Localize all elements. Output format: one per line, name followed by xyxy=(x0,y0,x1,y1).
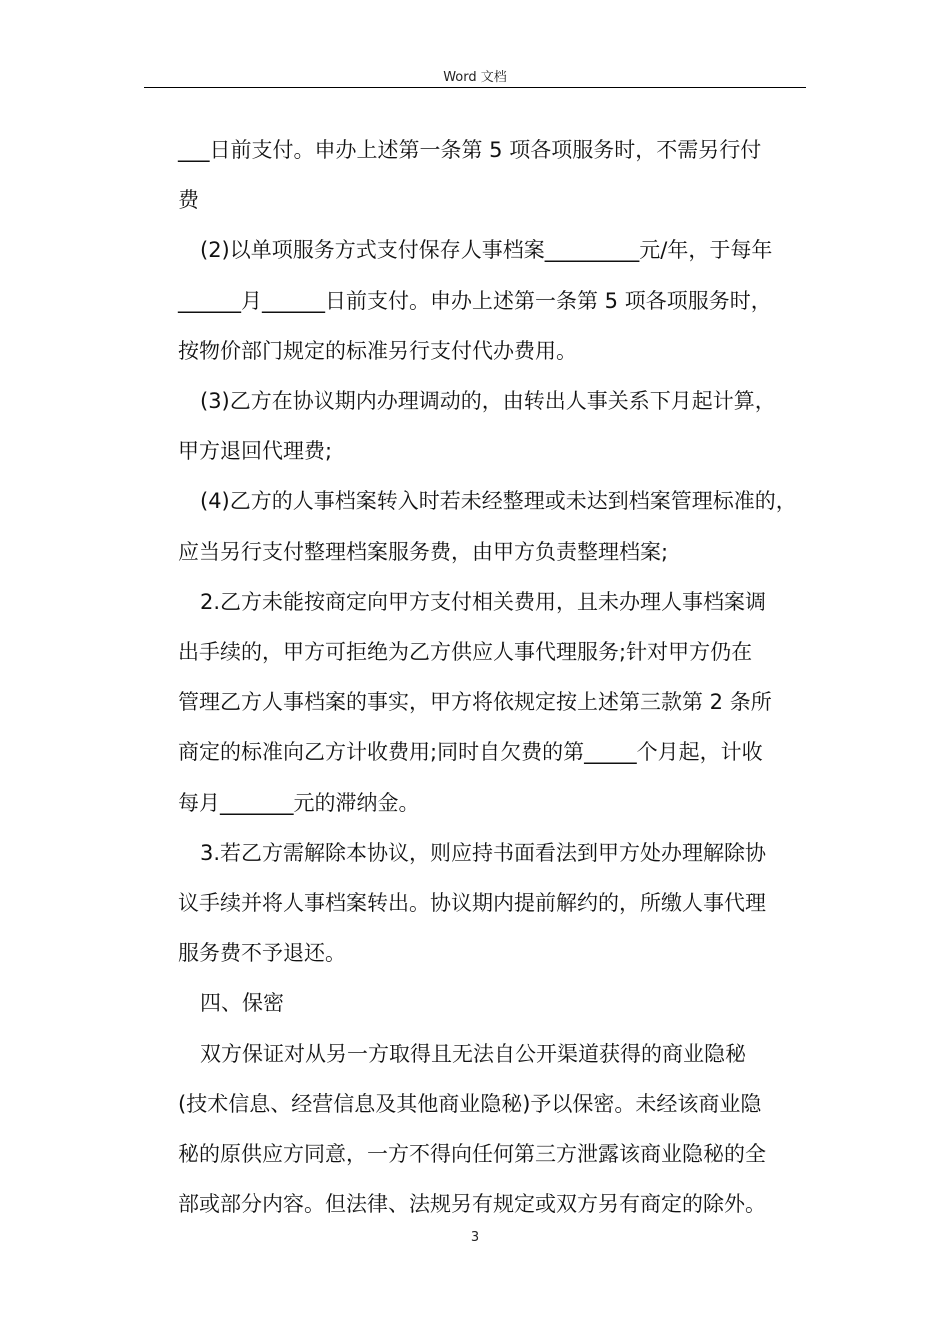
text-line: (技术信息、经营信息及其他商业隐秘)予以保密。未经该商业隐 xyxy=(178,1092,762,1116)
text-line: 费 xyxy=(178,188,199,212)
text-line: 服务费不予退还。 xyxy=(178,941,346,965)
text-line: 甲方退回代理费; xyxy=(178,439,333,463)
text-line: (2)以单项服务方式支付保存人事档案_________元/年，于每年 xyxy=(200,238,773,262)
text-line: 部或部分内容。但法律、法规另有规定或双方另有商定的除外。 xyxy=(178,1192,766,1216)
text-line: 双方保证对从另一方取得且无法自公开渠道获得的商业隐秘 xyxy=(200,1042,746,1066)
text-line: 3.若乙方需解除本协议，则应持书面看法到甲方处办理解除协 xyxy=(200,841,767,865)
text-line: 议手续并将人事档案转出。协议期内提前解约的，所缴人事代理 xyxy=(178,891,766,915)
text-line: 应当另行支付整理档案服务费，由甲方负责整理档案; xyxy=(178,540,669,564)
text-line: ___日前支付。申办上述第一条第 5 项各项服务时，不需另行付 xyxy=(178,138,762,162)
text-line: 2.乙方未能按商定向甲方支付相关费用，且未办理人事档案调 xyxy=(200,590,767,614)
text-line: (4)乙方的人事档案转入时若未经整理或未达到档案管理标准的， xyxy=(200,489,797,513)
page-number: 3 xyxy=(470,1230,480,1245)
page-header: Word 文档 xyxy=(443,70,507,85)
text-line: 管理乙方人事档案的事实，甲方将依规定按上述第三款第 2 条所 xyxy=(178,690,772,714)
header-rule xyxy=(144,87,806,88)
text-line: (3)乙方在协议期内办理调动的，由转出人事关系下月起计算， xyxy=(200,389,776,413)
text-line: 秘的原供应方同意，一方不得向任何第三方泄露该商业隐秘的全 xyxy=(178,1142,766,1166)
text-line: 四、保密 xyxy=(200,991,284,1015)
text-line: ______月______日前支付。申办上述第一条第 5 项各项服务时， xyxy=(178,289,772,313)
text-line: 出手续的，甲方可拒绝为乙方供应人事代理服务;针对甲方仍在 xyxy=(178,640,753,664)
text-line: 每月_______元的滞纳金。 xyxy=(178,791,420,815)
text-line: 按物价部门规定的标准另行支付代办费用。 xyxy=(178,339,577,363)
text-line: 商定的标准向乙方计收费用;同时自欠费的第_____个月起，计收 xyxy=(178,740,763,764)
